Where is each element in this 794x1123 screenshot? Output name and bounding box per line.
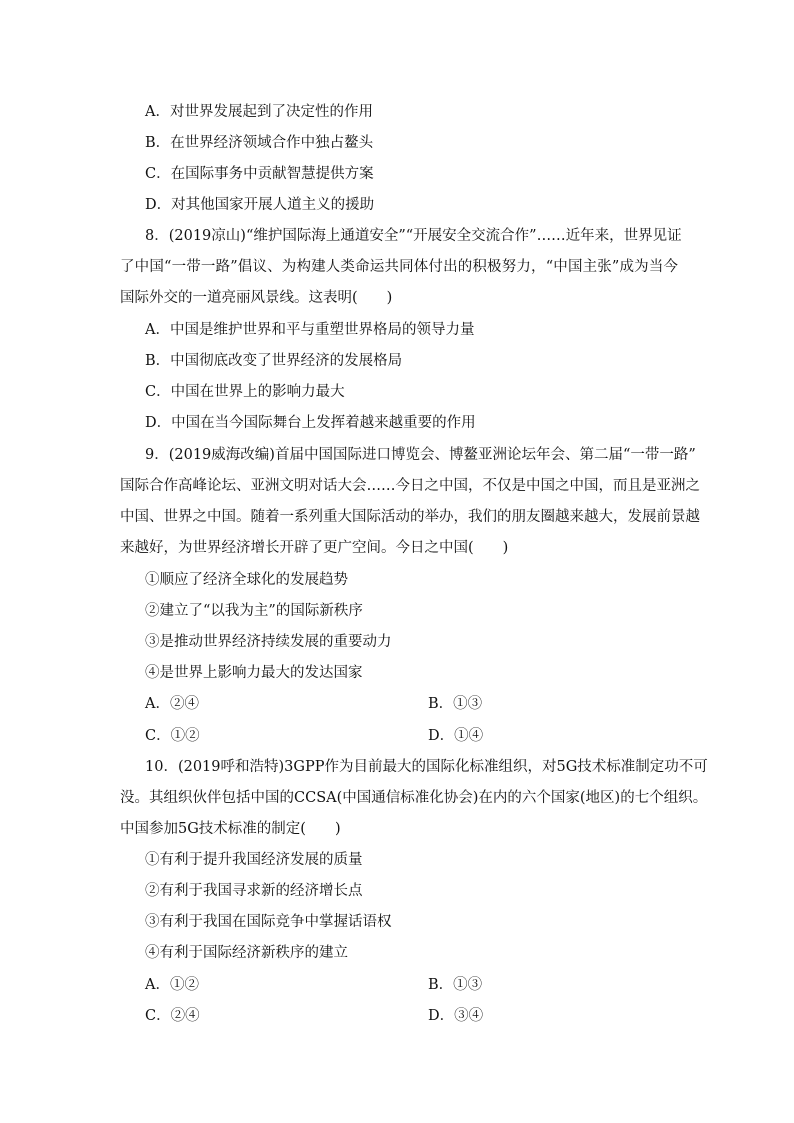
q9-item-1: ①顺应了经济全球化的发展趋势 <box>145 572 348 588</box>
q9-item-4: ④是世界上影响力最大的发达国家 <box>145 665 363 681</box>
q8-stem-line-2: 了中国“一带一路”倡议、为构建人类命运共同体付出的积极努力，“中国主张”成为当今 <box>120 259 678 275</box>
q10-item-2: ②有利于我国寻求新的经济增长点 <box>145 883 363 899</box>
q8-stem-line-3: 国际外交的一道亮丽风景线。这表明( ) <box>120 290 393 306</box>
q10-item-1: ①有利于提升我国经济发展的质量 <box>145 852 363 868</box>
q10-stem-line-1: 10．(2019呼和浩特)3GPP作为目前最大的国际化标准组织，对5G技术标准制定功不可 <box>145 759 708 775</box>
q10-choice-d: D．③④ <box>428 1008 484 1024</box>
q9-choice-d: D．①④ <box>428 728 484 744</box>
q8-option-b: B．中国彻底改变了世界经济的发展格局 <box>145 353 403 369</box>
q8-stem-line-1: 8．(2019凉山)“维护国际海上通道安全”“开展安全交流合作”……近年来，世界见证 <box>145 228 682 244</box>
q7-option-b: B．在世界经济领域合作中独占鳌头 <box>145 135 374 151</box>
q9-stem-line-4: 来越好，为世界经济增长开辟了更广空间。今日之中国( ) <box>120 540 509 556</box>
q9-choice-a: A．②④ <box>145 696 199 712</box>
q10-item-3: ③有利于我国在国际竞争中掌握话语权 <box>145 914 392 930</box>
q8-option-c: C．中国在世界上的影响力最大 <box>145 384 345 400</box>
q7-option-a: A．对世界发展起到了决定性的作用 <box>145 104 373 120</box>
q7-option-c: C．在国际事务中贡献智慧提供方案 <box>145 166 374 182</box>
q9-item-2: ②建立了“以我为主”的国际新秩序 <box>145 603 363 619</box>
q9-choice-b: B．①③ <box>428 696 483 712</box>
q9-stem-line-1: 9．(2019威海改编)首届中国国际进口博览会、博鳌亚洲论坛年会、第二届“一带一路” <box>145 447 696 463</box>
q10-choice-b: B．①③ <box>428 977 483 993</box>
q7-option-d: D．对其他国家开展人道主义的援助 <box>145 197 375 213</box>
q10-stem-line-2: 没。其组织伙伴包括中国的CCSA(中国通信标准化协会)在内的六个国家(地区)的七个组织。 <box>120 790 708 806</box>
q10-item-4: ④有利于国际经济新秩序的建立 <box>145 945 348 961</box>
q8-option-d: D．中国在当今国际舞台上发挥着越来越重要的作用 <box>145 415 476 431</box>
q9-item-3: ③是推动世界经济持续发展的重要动力 <box>145 634 392 650</box>
q8-option-a: A．中国是维护世界和平与重塑世界格局的领导力量 <box>145 322 475 338</box>
q9-stem-line-3: 中国、世界之中国。随着一系列重大国际活动的举办，我们的朋友圈越来越大，发展前景越 <box>120 509 700 525</box>
q10-stem-line-3: 中国参加5G技术标准的制定( ) <box>120 821 341 837</box>
q9-choice-c: C．①② <box>145 728 200 744</box>
q10-choice-c: C．②④ <box>145 1008 200 1024</box>
q10-choice-a: A．①② <box>145 977 199 993</box>
q9-stem-line-2: 国际合作高峰论坛、亚洲文明对话大会……今日之中国，不仅是中国之中国，而且是亚洲之 <box>120 478 700 494</box>
